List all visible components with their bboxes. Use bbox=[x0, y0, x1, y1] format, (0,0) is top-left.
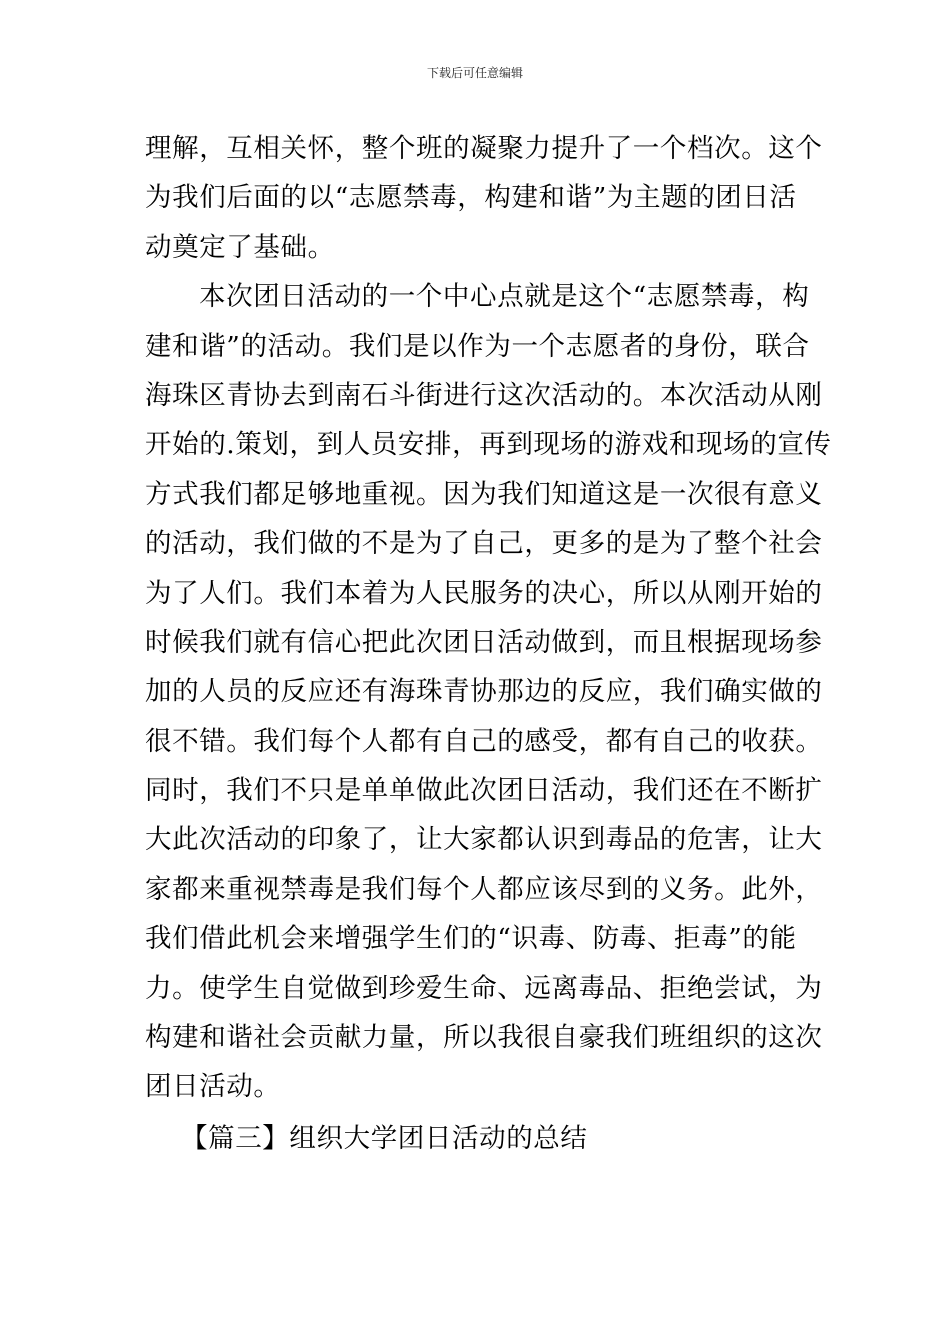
text-line: 动奠定了基础。 bbox=[145, 231, 335, 263]
text-line: 方式我们都足够地重视。因为我们知道这是一次很有意义 bbox=[145, 478, 823, 510]
text-line: 时候我们就有信心把此次团日活动做到，而且根据现场参 bbox=[145, 626, 823, 658]
text-line: 力。使学生自觉做到珍爱生命、远离毒品、拒绝尝试，为 bbox=[145, 972, 823, 1004]
text-line: 构建和谐社会贡献力量，所以我很自豪我们班组织的这次 bbox=[145, 1022, 823, 1054]
section-heading: 【篇三】组织大学团日活动的总结 bbox=[181, 1122, 588, 1154]
text-line: 大此次活动的印象了，让大家都认识到毒品的危害，让大 bbox=[145, 824, 823, 856]
paragraph bbox=[145, 124, 823, 272]
text-line: 开始的.策划，到人员安排，再到现场的游戏和现场的宣传 bbox=[145, 429, 832, 461]
text-line: 建和谐”的活动。我们是以作为一个志愿者的身份，联合 bbox=[145, 330, 810, 362]
page-header-note: 下载后可任意编辑 bbox=[426, 66, 523, 80]
document-body bbox=[145, 124, 832, 1163]
text-line: 海珠区青协去到南石斗街进行这次活动的。本次活动从刚 bbox=[145, 379, 823, 411]
paragraph bbox=[145, 272, 832, 1112]
text-line: 的活动，我们做的不是为了自己，更多的是为了整个社会 bbox=[145, 528, 823, 560]
text-line: 为了人们。我们本着为人民服务的决心，所以从刚开始的 bbox=[145, 577, 823, 609]
text-line: 很不错。我们每个人都有自己的感受，都有自己的收获。 bbox=[145, 725, 823, 757]
text-line: 团日活动。 bbox=[145, 1071, 281, 1103]
text-line: 本次团日活动的一个中心点就是这个“志愿禁毒，构 bbox=[199, 281, 810, 313]
text-line: 加的人员的反应还有海珠青协那边的反应，我们确实做的 bbox=[145, 676, 823, 708]
text-line: 为我们后面的以“志愿禁毒，构建和谐”为主题的团日活 bbox=[145, 182, 797, 214]
section-heading-block bbox=[145, 1114, 807, 1163]
text-line: 理解，互相关怀，整个班的凝聚力提升了一个档次。这个 bbox=[145, 133, 823, 164]
text-line: 家都来重视禁毒是我们每个人都应该尽到的义务。此外， bbox=[145, 873, 823, 905]
text-line: 我们借此机会来增强学生们的“识毒、防毒、拒毒”的能 bbox=[145, 923, 797, 955]
text-line: 同时，我们不只是单单做此次团日活动，我们还在不断扩 bbox=[145, 775, 823, 807]
